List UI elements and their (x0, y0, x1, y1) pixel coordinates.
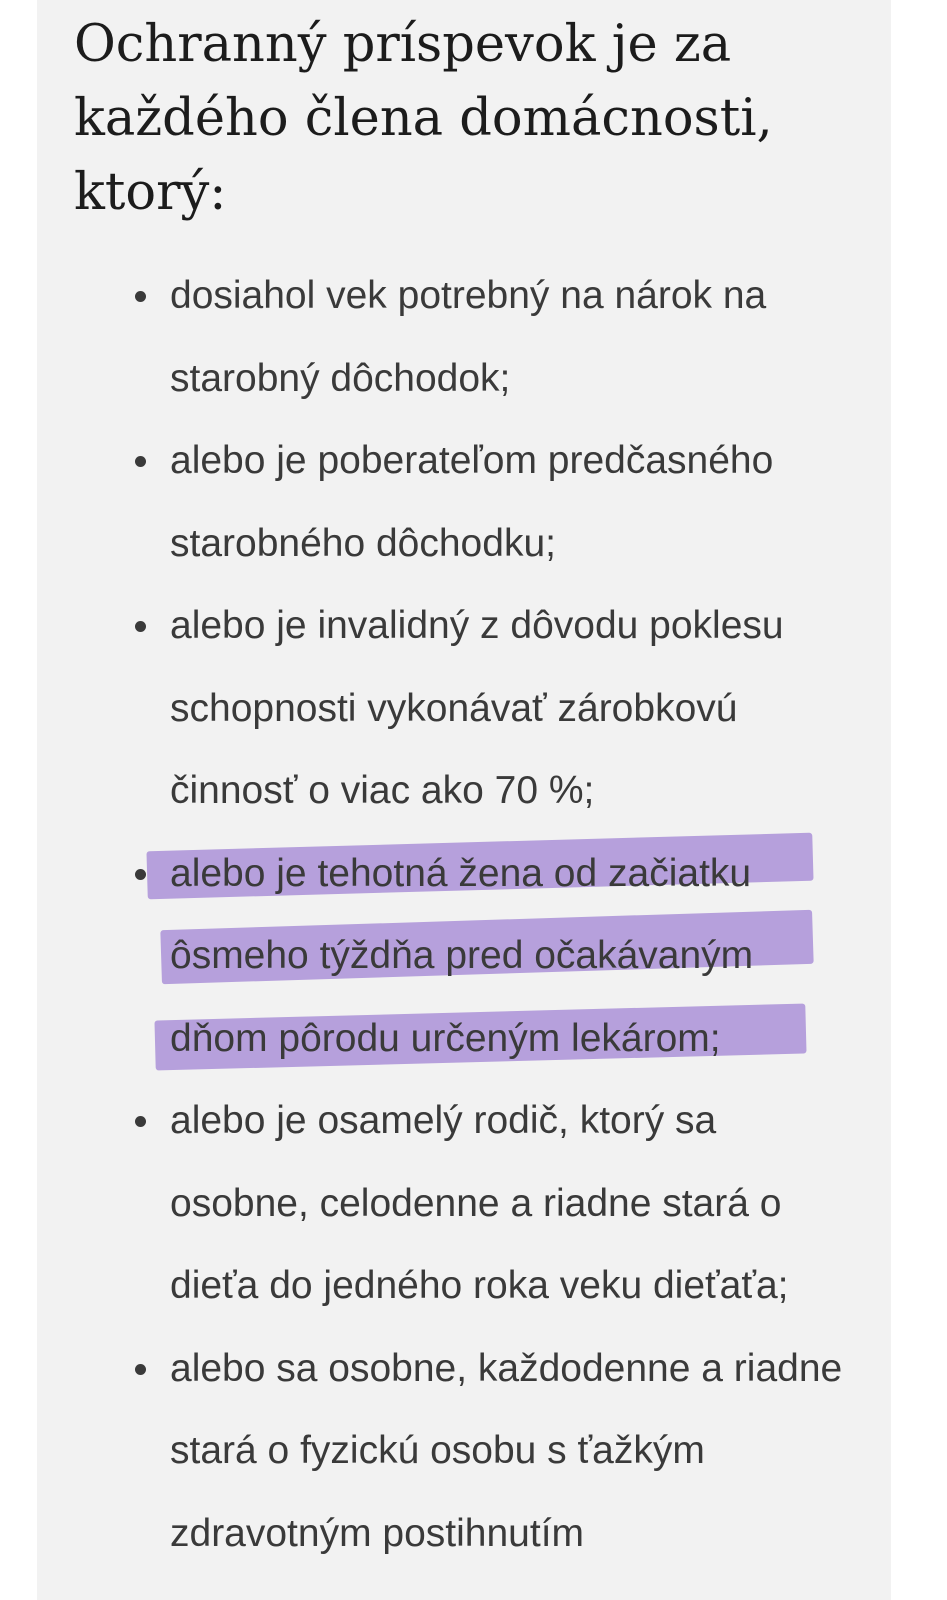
article-content (37, 0, 891, 1600)
list-item (132, 1080, 852, 1328)
list-item-text: alebo sa osobne, každodenne a riadne stará o fyzickú osobu s ťažkým zdravotným postihnutím (170, 1346, 843, 1555)
list-item (132, 585, 852, 833)
list-item-text: dosiahol vek potrebný na nárok na starobný dôchodok; (170, 274, 767, 400)
bullet-icon (135, 1364, 146, 1375)
list-item (132, 420, 852, 585)
list-item-text: alebo je osamelý rodič, ktorý sa osobne, celodenne a riadne stará o dieťa do jedného roka veku dieťaťa; (170, 1099, 789, 1307)
bullet-icon (135, 456, 146, 467)
list-item (132, 1328, 852, 1576)
bullet-icon (135, 869, 146, 880)
bullet-icon (135, 621, 146, 632)
bullet-icon (135, 291, 146, 302)
list-item-text: alebo je poberateľom predčasného starobného dôchodku; (170, 439, 774, 565)
list-item-text: alebo je invalidný z dôvodu poklesu schopnosti vykonávať zárobkovú činnosť o viac ako 70 %; (170, 604, 784, 812)
section-heading: Ochranný príspevok je za každého člena domácnosti, ktorý: (74, 15, 773, 222)
list-item-text: alebo je tehotná žena od začiatku ôsmeho týždňa pred očakávaným dňom pôrodu určeným lekárom; (170, 851, 754, 1060)
list-item (132, 255, 852, 420)
bullet-icon (135, 1116, 146, 1127)
